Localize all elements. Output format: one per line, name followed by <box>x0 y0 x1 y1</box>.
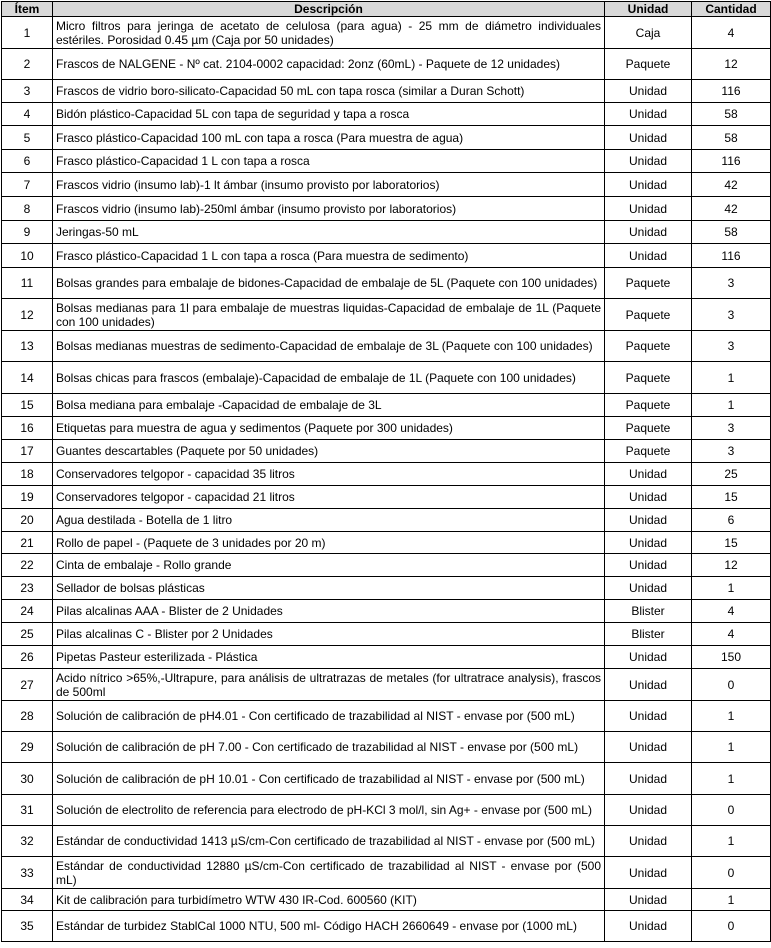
cell-item: 1 <box>2 17 53 49</box>
cell-item: 13 <box>2 331 53 362</box>
table-row <box>2 577 771 600</box>
cell-unidad: Unidad <box>605 911 692 942</box>
table-row <box>2 486 771 509</box>
cell-item: 28 <box>2 701 53 732</box>
header-descripcion: Descripción <box>53 2 605 17</box>
cell-cantidad: 1 <box>692 732 771 763</box>
cell-cantidad: 12 <box>692 554 771 577</box>
table-row <box>2 126 771 150</box>
cell-item: 3 <box>2 80 53 103</box>
cell-cantidad: 1 <box>692 826 771 857</box>
table-row <box>2 268 771 299</box>
cell-item: 20 <box>2 509 53 532</box>
cell-unidad: Unidad <box>605 150 692 173</box>
table-row <box>2 150 771 173</box>
cell-unidad: Unidad <box>605 532 692 554</box>
table-row <box>2 701 771 732</box>
cell-unidad: Unidad <box>605 126 692 150</box>
table-row <box>2 463 771 486</box>
cell-unidad: Unidad <box>605 857 692 889</box>
table-body <box>2 17 771 942</box>
cell-descripcion: Estándar de conductividad 1413 µS/cm-Con certificado de trazabilidad al NIST - envase por (500 mL) <box>53 826 605 857</box>
cell-cantidad: 25 <box>692 463 771 486</box>
cell-item: 8 <box>2 197 53 221</box>
cell-descripcion: Cinta de embalaje - Rollo grande <box>53 554 605 577</box>
table-row <box>2 889 771 911</box>
cell-item: 30 <box>2 763 53 795</box>
cell-item: 18 <box>2 463 53 486</box>
cell-cantidad: 3 <box>692 299 771 331</box>
cell-cantidad: 4 <box>692 623 771 646</box>
table-row <box>2 669 771 701</box>
cell-item: 32 <box>2 826 53 857</box>
cell-descripcion: Pilas alcalinas AAA - Blister de 2 Unidades <box>53 600 605 623</box>
cell-item: 31 <box>2 795 53 826</box>
cell-cantidad: 15 <box>692 486 771 509</box>
table-row <box>2 394 771 417</box>
cell-descripcion: Estándar de turbidez StablCal 1000 NTU, 500 ml- Código HACH 2660649 - envase por (1000 mL) <box>53 911 605 942</box>
table-header-row <box>2 2 771 17</box>
cell-descripcion: Pilas alcalinas C - Blister por 2 Unidades <box>53 623 605 646</box>
cell-cantidad: 1 <box>692 889 771 911</box>
cell-unidad: Unidad <box>605 701 692 732</box>
cell-unidad: Unidad <box>605 244 692 268</box>
cell-item: 29 <box>2 732 53 763</box>
cell-cantidad: 6 <box>692 509 771 532</box>
header-cantidad: Cantidad <box>692 2 771 17</box>
cell-unidad: Unidad <box>605 826 692 857</box>
cell-cantidad: 150 <box>692 646 771 669</box>
cell-item: 10 <box>2 244 53 268</box>
cell-descripcion: Acido nítrico >65%,-Ultrapure, para análisis de ultratrazas de metales (for ultratrace analysis), frascos de 500ml <box>53 669 605 701</box>
cell-descripcion: Bolsas chicas para frascos (embalaje)-Capacidad de embalaje de 1L (Paquete con 100 unidades) <box>53 362 605 394</box>
cell-unidad: Unidad <box>605 732 692 763</box>
cell-item: 27 <box>2 669 53 701</box>
table-row <box>2 646 771 669</box>
cell-cantidad: 1 <box>692 763 771 795</box>
cell-unidad: Unidad <box>605 173 692 197</box>
cell-unidad: Unidad <box>605 486 692 509</box>
cell-unidad: Paquete <box>605 417 692 440</box>
cell-cantidad: 58 <box>692 221 771 244</box>
table-row <box>2 532 771 554</box>
cell-unidad: Unidad <box>605 795 692 826</box>
cell-item: 33 <box>2 857 53 889</box>
table-row <box>2 49 771 80</box>
cell-descripcion: Guantes descartables (Paquete por 50 unidades) <box>53 440 605 463</box>
cell-descripcion: Solución de electrolito de referencia para electrodo de pH-KCl 3 mol/l, sin Ag+ - envase por (500 mL) <box>53 795 605 826</box>
cell-descripcion: Bidón plástico-Capacidad 5L con tapa de seguridad y tapa a rosca <box>53 103 605 126</box>
cell-descripcion: Agua destilada - Botella de 1 litro <box>53 509 605 532</box>
cell-cantidad: 15 <box>692 532 771 554</box>
cell-descripcion: Frasco plástico-Capacidad 1 L con tapa a rosca <box>53 150 605 173</box>
cell-unidad: Unidad <box>605 669 692 701</box>
cell-descripcion: Jeringas-50 mL <box>53 221 605 244</box>
cell-item: 21 <box>2 532 53 554</box>
header-item: Ítem <box>2 2 53 17</box>
table-row <box>2 554 771 577</box>
cell-cantidad: 1 <box>692 394 771 417</box>
cell-cantidad: 116 <box>692 244 771 268</box>
cell-descripcion: Micro filtros para jeringa de acetato de celulosa (para agua) - 25 mm de diámetro individuales estériles. Porosidad 0.45 µm (Caja por 50 unidades) <box>53 17 605 49</box>
cell-unidad: Paquete <box>605 299 692 331</box>
cell-descripcion: Frascos vidrio (insumo lab)-1 lt ámbar (insumo provisto por laboratorios) <box>53 173 605 197</box>
cell-descripcion: Kit de calibración para turbidímetro WTW 430 IR-Cod. 600560 (KIT) <box>53 889 605 911</box>
cell-unidad: Unidad <box>605 554 692 577</box>
cell-cantidad: 0 <box>692 911 771 942</box>
cell-descripcion: Bolsas grandes para embalaje de bidones-Capacidad de embalaje de 5L (Paquete con 100 unidades) <box>53 268 605 299</box>
cell-cantidad: 3 <box>692 440 771 463</box>
cell-cantidad: 4 <box>692 17 771 49</box>
table-row <box>2 244 771 268</box>
items-table <box>1 1 771 942</box>
table-row <box>2 221 771 244</box>
header-unidad: Unidad <box>605 2 692 17</box>
cell-item: 23 <box>2 577 53 600</box>
table-row <box>2 509 771 532</box>
cell-cantidad: 116 <box>692 150 771 173</box>
cell-descripcion: Estándar de conductividad 12880 µS/cm-Con certificado de trazabilidad al NIST - envase por (500 mL) <box>53 857 605 889</box>
table-row <box>2 173 771 197</box>
cell-cantidad: 4 <box>692 600 771 623</box>
cell-item: 12 <box>2 299 53 331</box>
cell-unidad: Unidad <box>605 221 692 244</box>
cell-unidad: Unidad <box>605 646 692 669</box>
cell-cantidad: 3 <box>692 268 771 299</box>
cell-cantidad: 0 <box>692 857 771 889</box>
table-row <box>2 857 771 889</box>
table-row <box>2 795 771 826</box>
table-row <box>2 299 771 331</box>
cell-unidad: Unidad <box>605 80 692 103</box>
cell-unidad: Paquete <box>605 362 692 394</box>
cell-cantidad: 58 <box>692 103 771 126</box>
table-row <box>2 362 771 394</box>
table-row <box>2 417 771 440</box>
cell-descripcion: Frascos de vidrio boro-silicato-Capacidad 50 mL con tapa rosca (similar a Duran Schott) <box>53 80 605 103</box>
cell-item: 24 <box>2 600 53 623</box>
table-row <box>2 440 771 463</box>
table-row <box>2 763 771 795</box>
cell-descripcion: Bolsa mediana para embalaje -Capacidad de embalaje de 3L <box>53 394 605 417</box>
table-row <box>2 732 771 763</box>
cell-unidad: Paquete <box>605 268 692 299</box>
cell-descripcion: Conservadores telgopor - capacidad 35 litros <box>53 463 605 486</box>
cell-item: 4 <box>2 103 53 126</box>
cell-descripcion: Frasco plástico-Capacidad 100 mL con tapa a rosca (Para muestra de agua) <box>53 126 605 150</box>
cell-descripcion: Solución de calibración de pH 10.01 - Con certificado de trazabilidad al NIST - envase por (500 mL) <box>53 763 605 795</box>
cell-item: 19 <box>2 486 53 509</box>
cell-descripcion: Solución de calibración de pH 7.00 - Con certificado de trazabilidad al NIST - envase por (500 mL) <box>53 732 605 763</box>
cell-cantidad: 42 <box>692 173 771 197</box>
cell-cantidad: 42 <box>692 197 771 221</box>
cell-item: 11 <box>2 268 53 299</box>
table-row <box>2 623 771 646</box>
cell-unidad: Paquete <box>605 49 692 80</box>
cell-item: 16 <box>2 417 53 440</box>
cell-unidad: Unidad <box>605 103 692 126</box>
cell-item: 25 <box>2 623 53 646</box>
cell-unidad: Paquete <box>605 394 692 417</box>
cell-cantidad: 1 <box>692 577 771 600</box>
cell-item: 5 <box>2 126 53 150</box>
cell-descripcion: Etiquetas para muestra de agua y sedimentos (Paquete por 300 unidades) <box>53 417 605 440</box>
cell-descripcion: Rollo de papel - (Paquete de 3 unidades por 20 m) <box>53 532 605 554</box>
cell-unidad: Paquete <box>605 331 692 362</box>
cell-item: 35 <box>2 911 53 942</box>
cell-descripcion: Bolsas medianas muestras de sedimento-Capacidad de embalaje de 3L (Paquete con 100 unidades) <box>53 331 605 362</box>
cell-item: 22 <box>2 554 53 577</box>
cell-descripcion: Frascos de NALGENE - Nº cat. 2104-0002 capacidad: 2onz (60mL) - Paquete de 12 unidades) <box>53 49 605 80</box>
cell-cantidad: 0 <box>692 669 771 701</box>
cell-descripcion: Conservadores telgopor - capacidad 21 litros <box>53 486 605 509</box>
cell-item: 26 <box>2 646 53 669</box>
table-row <box>2 911 771 942</box>
cell-item: 6 <box>2 150 53 173</box>
table-row <box>2 197 771 221</box>
cell-item: 14 <box>2 362 53 394</box>
cell-unidad: Unidad <box>605 509 692 532</box>
cell-unidad: Blister <box>605 623 692 646</box>
cell-cantidad: 58 <box>692 126 771 150</box>
table-row <box>2 600 771 623</box>
cell-unidad: Caja <box>605 17 692 49</box>
cell-cantidad: 3 <box>692 417 771 440</box>
cell-cantidad: 3 <box>692 331 771 362</box>
cell-unidad: Paquete <box>605 440 692 463</box>
cell-descripcion: Pipetas Pasteur esterilizada - Plástica <box>53 646 605 669</box>
cell-unidad: Unidad <box>605 197 692 221</box>
cell-item: 15 <box>2 394 53 417</box>
table-row <box>2 826 771 857</box>
cell-cantidad: 1 <box>692 701 771 732</box>
cell-cantidad: 1 <box>692 362 771 394</box>
cell-descripcion: Sellador de bolsas plásticas <box>53 577 605 600</box>
cell-descripcion: Solución de calibración de pH4.01 - Con certificado de trazabilidad al NIST - envase por (500 mL) <box>53 701 605 732</box>
cell-cantidad: 12 <box>692 49 771 80</box>
cell-descripcion: Frasco plástico-Capacidad 1 L con tapa a rosca (Para muestra de sedimento) <box>53 244 605 268</box>
cell-cantidad: 0 <box>692 795 771 826</box>
cell-cantidad: 116 <box>692 80 771 103</box>
cell-descripcion: Bolsas medianas para 1l para embalaje de muestras liquidas-Capacidad de embalaje de 1L (Paquete con 100 unidades) <box>53 299 605 331</box>
cell-unidad: Unidad <box>605 889 692 911</box>
cell-item: 34 <box>2 889 53 911</box>
cell-unidad: Unidad <box>605 463 692 486</box>
cell-item: 2 <box>2 49 53 80</box>
cell-item: 17 <box>2 440 53 463</box>
cell-item: 7 <box>2 173 53 197</box>
cell-unidad: Unidad <box>605 763 692 795</box>
table-row <box>2 103 771 126</box>
cell-item: 9 <box>2 221 53 244</box>
table-row <box>2 331 771 362</box>
cell-descripcion: Frascos vidrio (insumo lab)-250ml ámbar (insumo provisto por laboratorios) <box>53 197 605 221</box>
cell-unidad: Blister <box>605 600 692 623</box>
table-row <box>2 80 771 103</box>
table-row <box>2 17 771 49</box>
cell-unidad: Unidad <box>605 577 692 600</box>
